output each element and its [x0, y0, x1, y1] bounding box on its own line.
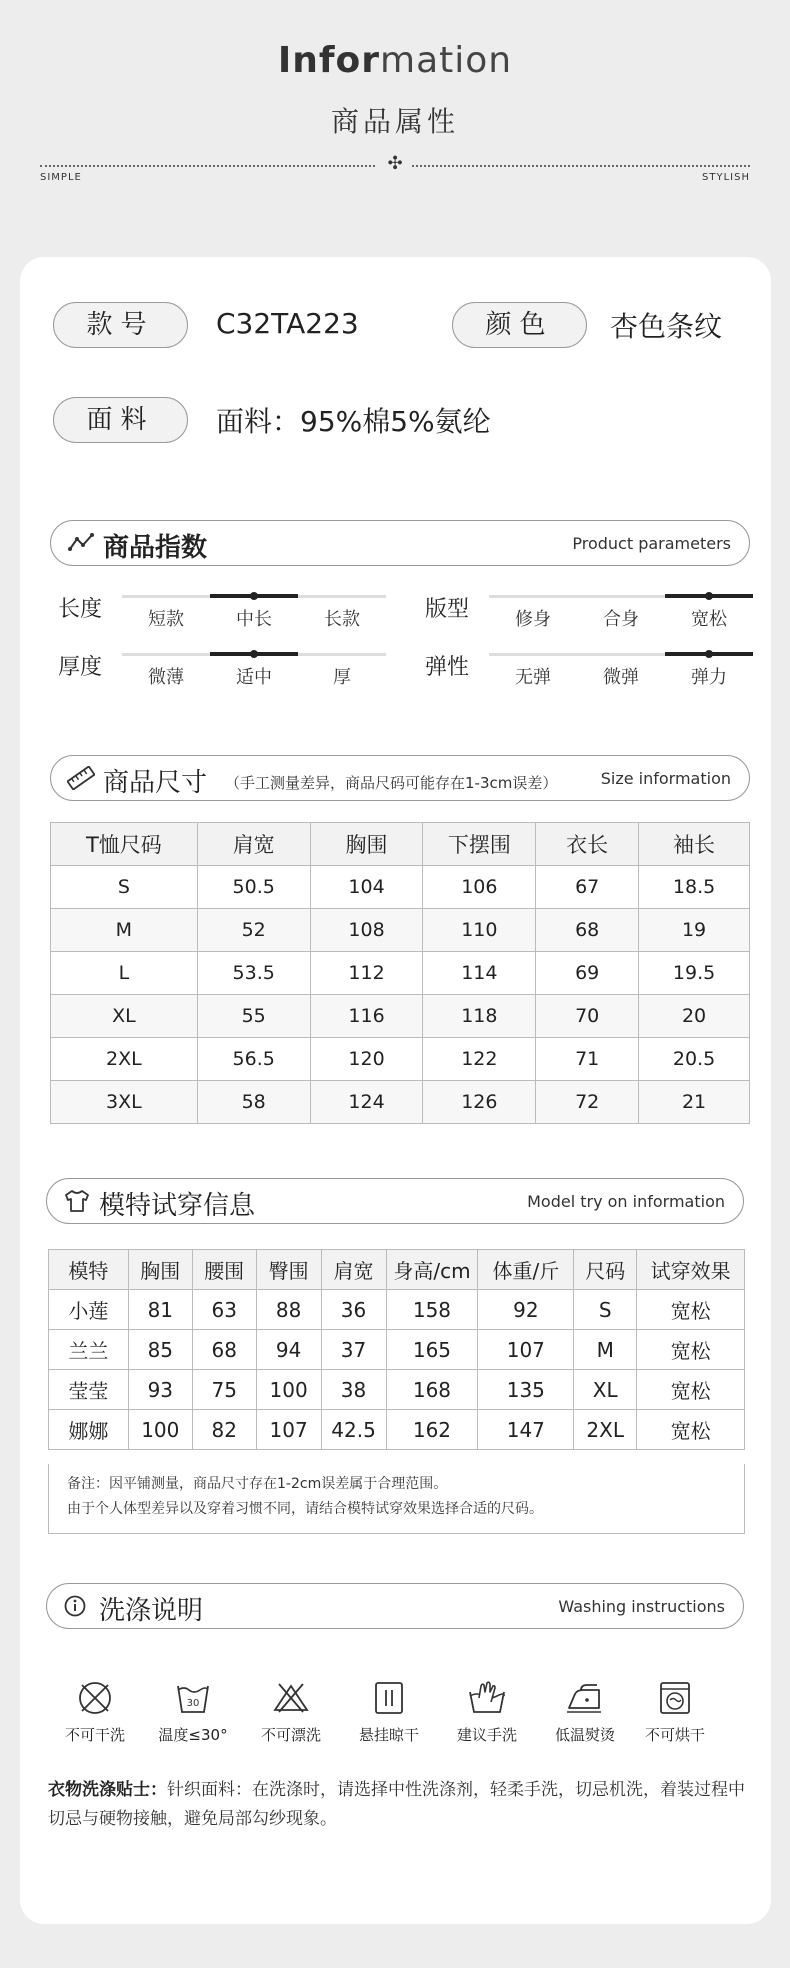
size-cell: 67 [536, 866, 639, 909]
wash-tip-text: 针织面料：在洗涤时，请选择中性洗涤剂，轻柔手洗，切忌机洗，着装过程中切忌与硬物接触，避免局部勾纱现象。 [48, 1780, 745, 1829]
params-title-en: Product parameters [572, 534, 731, 553]
model-cell: 168 [386, 1370, 478, 1410]
ruler-icon [67, 766, 95, 790]
stylish-tag: STYLISH [702, 172, 750, 183]
size-table-header [51, 823, 750, 866]
table-row [51, 952, 750, 995]
model-title: 模特试穿信息 [99, 1191, 256, 1221]
wash-item [442, 1680, 532, 1745]
size-cell: 120 [310, 1038, 423, 1081]
size-cell: 50.5 [197, 866, 310, 909]
model-remark [48, 1464, 745, 1534]
no-bleach-icon [271, 1680, 311, 1716]
fit-option: 修身 [515, 609, 551, 630]
remark-line-1: 备注：因平铺测量，商品尺寸存在1-2cm误差属于合理范围。 [67, 1476, 448, 1492]
model-cell: 85 [128, 1330, 192, 1370]
size-section-header [50, 755, 750, 801]
model-cell: 42.5 [321, 1410, 386, 1450]
trend-line-icon [67, 531, 95, 555]
model-header-cell: 试穿效果 [637, 1250, 745, 1290]
size-cell: 110 [423, 909, 536, 952]
size-cell: 53.5 [197, 952, 310, 995]
model-cell: 88 [256, 1290, 321, 1330]
wash-label: 温度≤30° [158, 1726, 228, 1744]
fit-option: 宽松 [691, 609, 727, 630]
model-header-cell: 身高/cm [386, 1250, 478, 1290]
thickness-option: 厚 [333, 667, 351, 688]
wash-label: 不可烘干 [644, 1726, 705, 1744]
no-tumble-dry-icon [657, 1680, 693, 1716]
size-title: 商品尺寸 [103, 768, 208, 798]
size-cell: 20.5 [639, 1038, 750, 1081]
model-cell: 82 [192, 1410, 256, 1450]
model-header-cell: 模特 [49, 1250, 129, 1290]
table-row [49, 1370, 745, 1410]
model-section-header [46, 1178, 744, 1224]
size-cell: 112 [310, 952, 423, 995]
size-cell: 19 [639, 909, 750, 952]
table-row [49, 1410, 745, 1450]
size-cell: 58 [197, 1081, 310, 1124]
model-cell: 107 [478, 1330, 574, 1370]
size-cell: 126 [423, 1081, 536, 1124]
wash-item [540, 1680, 630, 1745]
wash-label: 不可漂洗 [260, 1726, 321, 1744]
length-option: 短款 [148, 609, 184, 630]
params-section-header [50, 520, 750, 566]
info-icon [63, 1594, 91, 1618]
size-cell: 118 [423, 995, 536, 1038]
size-cell: S [51, 866, 198, 909]
model-cell: 107 [256, 1410, 321, 1450]
model-cell: 38 [321, 1370, 386, 1410]
model-cell: M [574, 1330, 637, 1370]
low-iron-icon [565, 1680, 605, 1716]
elasticity-option: 弹力 [691, 667, 727, 688]
model-cell: 68 [192, 1330, 256, 1370]
wash-item [50, 1680, 140, 1745]
size-cell: 124 [310, 1081, 423, 1124]
model-header-cell: 肩宽 [321, 1250, 386, 1290]
wash-item [148, 1680, 238, 1745]
model-cell: 娜娜 [49, 1410, 129, 1450]
size-header-cell: 袖长 [639, 823, 750, 866]
size-cell: 19.5 [639, 952, 750, 995]
size-cell: 106 [423, 866, 536, 909]
table-row [51, 866, 750, 909]
table-row [51, 909, 750, 952]
size-cell: 2XL [51, 1038, 198, 1081]
size-cell: 104 [310, 866, 423, 909]
size-cell: 69 [536, 952, 639, 995]
size-header-cell: 肩宽 [197, 823, 310, 866]
wash-label: 不可干洗 [64, 1726, 125, 1744]
size-header-cell: 胸围 [310, 823, 423, 866]
wash-item [630, 1680, 720, 1745]
length-option: 长款 [324, 609, 360, 630]
page-subtitle: 商品属性 [330, 105, 459, 138]
fit-label: 版型 [425, 597, 470, 622]
model-title-en: Model try on information [527, 1192, 725, 1211]
params-title: 商品指数 [103, 533, 208, 563]
size-cell: 72 [536, 1081, 639, 1124]
model-table [48, 1249, 745, 1450]
model-cell: 147 [478, 1410, 574, 1450]
thickness-label: 厚度 [58, 655, 103, 680]
fit-option: 合身 [603, 609, 639, 630]
size-table [50, 822, 750, 1124]
model-header-cell: 胸围 [128, 1250, 192, 1290]
size-cell: 52 [197, 909, 310, 952]
wash-label: 建议手洗 [456, 1726, 517, 1744]
model-table-header [49, 1250, 745, 1290]
model-cell: 135 [478, 1370, 574, 1410]
model-cell: 100 [128, 1410, 192, 1450]
wash-title: 洗涤说明 [99, 1596, 204, 1626]
wash-section-header [46, 1583, 744, 1629]
simple-tag: SIMPLE [40, 172, 82, 183]
wash-30-icon [175, 1680, 211, 1716]
elasticity-scale [489, 653, 753, 688]
wash-label: 悬挂晾干 [358, 1726, 419, 1744]
model-cell: 94 [256, 1330, 321, 1370]
size-cell: 114 [423, 952, 536, 995]
model-cell: 100 [256, 1370, 321, 1410]
tshirt-icon [63, 1189, 91, 1213]
model-cell: 宽松 [637, 1370, 745, 1410]
length-label: 长度 [58, 597, 103, 622]
model-cell: 莹莹 [49, 1370, 129, 1410]
size-cell: 108 [310, 909, 423, 952]
model-cell: 63 [192, 1290, 256, 1330]
table-row [49, 1330, 745, 1370]
color-label: 颜色 [452, 302, 587, 348]
elasticity-option: 微弹 [603, 667, 639, 688]
size-cell: 3XL [51, 1081, 198, 1124]
size-cell: M [51, 909, 198, 952]
model-cell: 93 [128, 1370, 192, 1410]
hang-dry-icon [371, 1680, 407, 1716]
color-value: 杏色条纹 [610, 310, 723, 343]
size-header-cell: 衣长 [536, 823, 639, 866]
model-header-cell: 臀围 [256, 1250, 321, 1290]
elasticity-option: 无弹 [515, 667, 551, 688]
size-note: （手工测量差异，商品尺码可能存在1-3cm误差） [225, 774, 558, 792]
wash-label: 低温熨烫 [554, 1726, 615, 1744]
model-cell: 81 [128, 1290, 192, 1330]
wash-item [246, 1680, 336, 1745]
no-dry-clean-icon [77, 1680, 113, 1716]
size-cell: 71 [536, 1038, 639, 1081]
model-cell: 宽松 [637, 1290, 745, 1330]
style-no-label: 款号 [53, 302, 188, 348]
size-cell: L [51, 952, 198, 995]
wash-30-badge: 30 [186, 1698, 200, 1709]
model-cell: 37 [321, 1330, 386, 1370]
hand-wash-icon [467, 1680, 507, 1716]
model-cell: 165 [386, 1330, 478, 1370]
size-cell: 68 [536, 909, 639, 952]
fit-scale [489, 595, 753, 630]
model-cell: 宽松 [637, 1330, 745, 1370]
model-cell: 75 [192, 1370, 256, 1410]
size-cell: 55 [197, 995, 310, 1038]
size-cell: XL [51, 995, 198, 1038]
model-cell: 36 [321, 1290, 386, 1330]
size-cell: 20 [639, 995, 750, 1038]
thickness-scale [122, 653, 386, 688]
size-header-cell: T恤尺码 [51, 823, 198, 866]
model-cell: 158 [386, 1290, 478, 1330]
model-cell: 162 [386, 1410, 478, 1450]
wash-item [344, 1680, 434, 1745]
model-cell: 小莲 [49, 1290, 129, 1330]
table-row [51, 995, 750, 1038]
size-header-cell: 下摆围 [423, 823, 536, 866]
page-title: Information [277, 40, 513, 81]
wash-tip-label: 衣物洗涤贴士： [48, 1780, 167, 1800]
size-cell: 70 [536, 995, 639, 1038]
model-cell: XL [574, 1370, 637, 1410]
divider-right [412, 165, 750, 167]
model-header-cell: 腰围 [192, 1250, 256, 1290]
size-cell: 116 [310, 995, 423, 1038]
size-cell: 21 [639, 1081, 750, 1124]
fabric-label: 面料 [53, 397, 188, 443]
cross-ornament-icon: ✣ [387, 153, 403, 174]
length-scale [122, 595, 386, 630]
thickness-option: 微薄 [148, 667, 184, 688]
model-header-cell: 尺码 [574, 1250, 637, 1290]
model-cell: 92 [478, 1290, 574, 1330]
model-cell: 2XL [574, 1410, 637, 1450]
length-option: 中长 [236, 609, 272, 630]
size-cell: 18.5 [639, 866, 750, 909]
size-title-en: Size information [600, 769, 731, 788]
divider-left [40, 165, 375, 167]
fabric-value: 面料：95%棉5%氨纶 [216, 405, 491, 438]
model-cell: 兰兰 [49, 1330, 129, 1370]
wash-tip [48, 1776, 754, 1834]
size-cell: 56.5 [197, 1038, 310, 1081]
style-no-value: C32TA223 [216, 307, 359, 340]
elasticity-label: 弹性 [425, 655, 470, 680]
model-header-cell: 体重/斤 [478, 1250, 574, 1290]
remark-line-2: 由于个人体型差异以及穿着习惯不同，请结合模特试穿效果选择合适的尺码。 [67, 1501, 543, 1517]
table-row [51, 1038, 750, 1081]
size-cell: 122 [423, 1038, 536, 1081]
model-cell: 宽松 [637, 1410, 745, 1450]
table-row [51, 1081, 750, 1124]
model-cell: S [574, 1290, 637, 1330]
table-row [49, 1290, 745, 1330]
wash-title-en: Washing instructions [558, 1597, 725, 1616]
thickness-option: 适中 [236, 667, 272, 688]
